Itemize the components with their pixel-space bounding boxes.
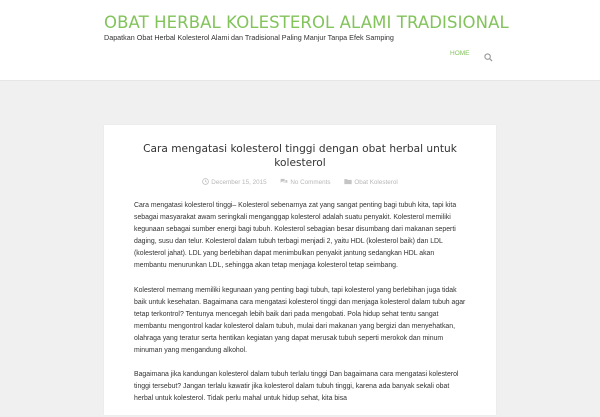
search-icon <box>484 53 493 62</box>
post-category-text: Obat Kolesterol <box>354 179 398 186</box>
post-meta <box>104 178 496 186</box>
post-card <box>104 125 496 415</box>
nav-home-link[interactable]: HOME <box>450 50 470 57</box>
site-header <box>0 0 600 81</box>
search-button[interactable] <box>484 49 494 59</box>
post-comments-text: No Comments <box>290 179 331 186</box>
post-paragraph-1: Cara mengatasi kolesterol tinggi– Kolesterol sebenarnya zat yang sangat penting bagi tubuh kita, tapi kita sebagai masyarakat awam seringkali menganggap kolesterol adalah suatu penyakit. Kolesterol memiliki kegunaan sebagai sumber energi bagi tubuh. Kolesterol sebagian besar disumbang dari makanan seperti daging, susu dan telur. Kolesterol dalam tubuh terbagi menjadi 2, yaitu HDL (kolesterol baik) dan LDL (kolesterol jahat). LDL yang berlebihan dapat menimbulkan penyakit jantung sedangkan HDL akan membantu menurunkan LDL, sehingga akan tetap menjaga kolesterol tetap seimbang. <box>134 202 457 270</box>
post-paragraph-3: Bagaimana jika kandungan kolesterol dalam tubuh terlalu tinggi Dan bagaimana cara mengatasi kolesterol tinggi tersebut? Jangan terlalu kawatir jika kolesterol dalam tubuh tinggi, karena ada banyak sekali obat herbal untuk kolesterol. Tidak perlu mahal untuk hidup sehat, kita bisa <box>134 371 459 403</box>
post-date[interactable] <box>202 178 266 186</box>
post-comments[interactable] <box>280 178 330 186</box>
site-description: Dapatkan Obat Herbal Kolesterol Alami dan Tradisional Paling Manjur Tanpa Efek Samping <box>104 33 394 42</box>
folder-icon <box>344 178 352 185</box>
post-date-text: December 15, 2015 <box>211 179 267 186</box>
comments-icon <box>280 178 288 185</box>
post-paragraph-2: Kolesterol memang memiliki kegunaan yang penting bagi tubuh, tapi kolesterol yang berlebihan juga tidak baik untuk kesehatan. Bagaimana cara mengatasi kolesterol tinggi dan menjaga kolesterol dalam tubuh agar tetap terkontrol? Tentunya mencegah lebih baik dari pada mengobati. Pola hidup sehat tentu sangat membantu mengontrol kadar kolesterol dalam tubuh, mulai dari makanan yang bergizi dan menyehatkan, olahraga yang teratur serta hentikan kegiatan yang dapat merusak tubuh seperti merokok dan minum minuman yang mengandung alkohol. <box>134 286 466 355</box>
post-title[interactable]: Cara mengatasi kolesterol tinggi dengan obat herbal untuk kolesterol <box>143 143 457 169</box>
clock-icon <box>202 178 209 185</box>
post-category[interactable] <box>344 178 397 186</box>
post-content <box>134 200 468 417</box>
site-title[interactable]: OBAT HERBAL KOLESTEROL ALAMI TRADISIONAL <box>104 13 509 32</box>
